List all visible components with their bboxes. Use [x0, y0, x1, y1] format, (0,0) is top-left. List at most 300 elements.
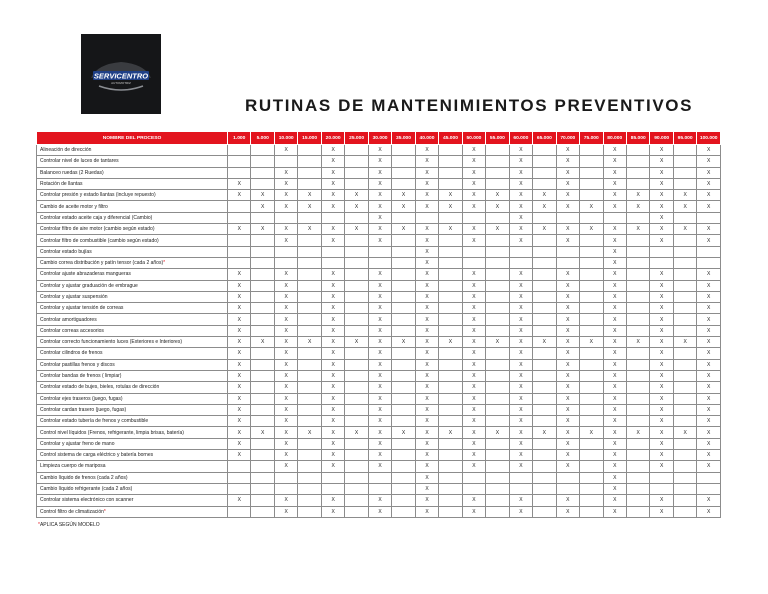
interval-mark-cell	[626, 156, 649, 167]
interval-mark-cell: X	[603, 506, 626, 517]
interval-mark-cell	[321, 257, 344, 268]
interval-mark-cell: X	[321, 291, 344, 302]
table-row	[37, 506, 721, 517]
interval-mark-cell	[345, 404, 368, 415]
interval-mark-cell	[580, 212, 603, 223]
interval-mark-cell	[251, 416, 274, 427]
interval-mark-cell: X	[298, 337, 321, 348]
interval-mark-cell: X	[673, 337, 696, 348]
interval-mark-cell: X	[697, 325, 721, 336]
interval-mark-cell: X	[603, 325, 626, 336]
interval-mark-cell	[392, 280, 415, 291]
interval-mark-cell	[251, 348, 274, 359]
interval-mark-cell	[298, 393, 321, 404]
interval-mark-cell	[321, 212, 344, 223]
interval-mark-cell: X	[415, 337, 438, 348]
interval-mark-cell: X	[462, 303, 485, 314]
interval-mark-cell	[626, 269, 649, 280]
interval-mark-cell	[439, 495, 462, 506]
interval-mark-cell: X	[274, 337, 297, 348]
interval-mark-cell: X	[603, 427, 626, 438]
interval-mark-cell: X	[368, 224, 391, 235]
interval-mark-cell: X	[509, 235, 532, 246]
interval-mark-cell	[486, 167, 509, 178]
interval-mark-cell: X	[415, 404, 438, 415]
table-row	[37, 201, 721, 212]
interval-mark-cell	[580, 393, 603, 404]
process-name: Controlar estado aceite caja y diferencial (Cambio)	[40, 214, 153, 221]
interval-mark-cell	[626, 167, 649, 178]
interval-mark-cell	[392, 325, 415, 336]
logo-text: SERVICENTRO	[93, 71, 149, 81]
interval-mark-cell: X	[626, 337, 649, 348]
interval-mark-cell: X	[556, 178, 579, 189]
interval-mark-cell	[228, 167, 251, 178]
interval-mark-cell	[486, 178, 509, 189]
interval-mark-cell: X	[509, 495, 532, 506]
interval-mark-cell	[580, 483, 603, 494]
interval-mark-cell	[251, 246, 274, 257]
interval-mark-cell: X	[298, 224, 321, 235]
interval-mark-cell: X	[650, 280, 673, 291]
interval-mark-cell	[439, 450, 462, 461]
interval-mark-cell	[345, 325, 368, 336]
interval-mark-cell: X	[533, 190, 556, 201]
interval-mark-cell: X	[415, 472, 438, 483]
interval-mark-cell: X	[321, 190, 344, 201]
interval-mark-cell: X	[415, 190, 438, 201]
interval-mark-cell	[368, 257, 391, 268]
interval-mark-cell: X	[603, 303, 626, 314]
interval-mark-cell	[556, 246, 579, 257]
interval-mark-cell: X	[603, 167, 626, 178]
interval-mark-cell: X	[509, 404, 532, 415]
interval-mark-cell: X	[650, 337, 673, 348]
interval-mark-cell: X	[509, 280, 532, 291]
interval-mark-cell	[626, 359, 649, 370]
interval-mark-cell	[228, 483, 251, 494]
process-name-cell	[37, 348, 228, 359]
interval-mark-cell: X	[697, 291, 721, 302]
interval-mark-cell: X	[509, 212, 532, 223]
interval-mark-cell: X	[462, 145, 485, 156]
interval-mark-cell	[274, 156, 297, 167]
interval-mark-cell: X	[462, 370, 485, 381]
interval-mark-cell: X	[462, 427, 485, 438]
interval-mark-cell: X	[439, 427, 462, 438]
interval-mark-cell	[486, 235, 509, 246]
interval-mark-cell	[392, 348, 415, 359]
interval-mark-cell: X	[603, 393, 626, 404]
interval-mark-cell	[697, 257, 721, 268]
interval-mark-cell	[533, 314, 556, 325]
interval-mark-cell: X	[533, 427, 556, 438]
interval-mark-cell: X	[274, 235, 297, 246]
interval-mark-cell: X	[509, 416, 532, 427]
table-row	[37, 280, 721, 291]
interval-mark-cell: X	[556, 190, 579, 201]
interval-mark-cell: X	[368, 416, 391, 427]
interval-mark-cell: X	[368, 145, 391, 156]
interval-mark-cell	[673, 495, 696, 506]
process-name-cell	[37, 212, 228, 223]
interval-mark-cell: X	[462, 325, 485, 336]
interval-mark-cell: X	[533, 337, 556, 348]
interval-mark-cell	[345, 472, 368, 483]
interval-mark-cell	[626, 416, 649, 427]
interval-mark-cell: X	[321, 506, 344, 517]
process-name: Controlar filtro de aire motor (cambio según estado)	[40, 226, 155, 233]
interval-mark-cell: X	[486, 190, 509, 201]
process-name: Controlar bandas de frenos ( limpiar)	[40, 373, 122, 380]
interval-mark-cell: X	[650, 314, 673, 325]
table-row	[37, 145, 721, 156]
interval-mark-cell	[415, 212, 438, 223]
table-row	[37, 178, 721, 189]
process-name-cell	[37, 495, 228, 506]
interval-mark-cell: X	[556, 224, 579, 235]
process-name-cell	[37, 483, 228, 494]
interval-mark-cell: X	[556, 506, 579, 517]
interval-mark-cell: X	[697, 201, 721, 212]
process-name: Controlar estado bujías	[40, 248, 92, 255]
interval-mark-cell	[673, 280, 696, 291]
header-interval: 1.000	[228, 132, 251, 145]
table-row	[37, 416, 721, 427]
interval-mark-cell	[439, 382, 462, 393]
table-row	[37, 495, 721, 506]
interval-mark-cell	[439, 257, 462, 268]
process-name-cell	[37, 404, 228, 415]
header-interval: 75.000	[580, 132, 603, 145]
interval-mark-cell: X	[486, 427, 509, 438]
interval-mark-cell: X	[298, 427, 321, 438]
interval-mark-cell	[626, 291, 649, 302]
process-name: Controlar estado de bujes, bieles, rotulas de dirección	[40, 384, 160, 391]
interval-mark-cell: X	[368, 212, 391, 223]
interval-mark-cell	[392, 291, 415, 302]
interval-mark-cell: X	[321, 450, 344, 461]
interval-mark-cell	[580, 269, 603, 280]
interval-mark-cell	[251, 167, 274, 178]
table-row	[37, 438, 721, 449]
header-interval: 25.000	[345, 132, 368, 145]
interval-mark-cell	[673, 269, 696, 280]
process-name-cell	[37, 427, 228, 438]
interval-mark-cell: X	[368, 269, 391, 280]
interval-mark-cell	[228, 201, 251, 212]
interval-mark-cell: X	[228, 303, 251, 314]
interval-mark-cell	[298, 257, 321, 268]
interval-mark-cell	[486, 314, 509, 325]
header-interval: 20.000	[321, 132, 344, 145]
interval-mark-cell	[462, 246, 485, 257]
interval-mark-cell	[298, 495, 321, 506]
interval-mark-cell	[274, 246, 297, 257]
process-name-cell	[37, 393, 228, 404]
interval-mark-cell	[533, 212, 556, 223]
interval-mark-cell: X	[556, 291, 579, 302]
interval-mark-cell	[439, 303, 462, 314]
interval-mark-cell: X	[415, 325, 438, 336]
interval-mark-cell	[298, 325, 321, 336]
interval-mark-cell	[580, 303, 603, 314]
interval-mark-cell: X	[650, 438, 673, 449]
table-row	[37, 291, 721, 302]
interval-mark-cell: X	[462, 269, 485, 280]
interval-mark-cell: X	[462, 314, 485, 325]
interval-mark-cell: X	[415, 450, 438, 461]
interval-mark-cell	[626, 178, 649, 189]
interval-mark-cell: X	[368, 359, 391, 370]
interval-mark-cell: X	[415, 483, 438, 494]
interval-mark-cell: X	[556, 450, 579, 461]
interval-mark-cell: X	[415, 303, 438, 314]
interval-mark-cell: X	[274, 224, 297, 235]
interval-mark-cell	[251, 325, 274, 336]
interval-mark-cell	[626, 370, 649, 381]
interval-mark-cell: X	[228, 178, 251, 189]
table-row	[37, 224, 721, 235]
interval-mark-cell: X	[298, 201, 321, 212]
interval-mark-cell: X	[650, 291, 673, 302]
interval-mark-cell: X	[556, 382, 579, 393]
interval-mark-cell	[580, 416, 603, 427]
interval-mark-cell	[673, 291, 696, 302]
interval-mark-cell: X	[697, 393, 721, 404]
interval-mark-cell: X	[556, 156, 579, 167]
interval-mark-cell	[439, 359, 462, 370]
process-name: Rotación de llantas	[40, 181, 83, 188]
interval-mark-cell: X	[274, 382, 297, 393]
interval-mark-cell	[345, 269, 368, 280]
interval-mark-cell	[486, 472, 509, 483]
interval-mark-cell	[486, 246, 509, 257]
interval-mark-cell	[298, 178, 321, 189]
interval-mark-cell: X	[626, 201, 649, 212]
interval-mark-cell: X	[228, 416, 251, 427]
interval-mark-cell	[580, 325, 603, 336]
interval-mark-cell: X	[603, 190, 626, 201]
interval-mark-cell	[439, 416, 462, 427]
interval-mark-cell: X	[650, 416, 673, 427]
interval-mark-cell: X	[462, 178, 485, 189]
table-row	[37, 303, 721, 314]
interval-mark-cell: X	[580, 427, 603, 438]
interval-mark-cell	[251, 438, 274, 449]
interval-mark-cell: X	[603, 224, 626, 235]
process-name: Controlar estado tubería de frenos y combustible	[40, 418, 149, 425]
interval-mark-cell: X	[462, 190, 485, 201]
interval-mark-cell: X	[556, 235, 579, 246]
interval-mark-cell: X	[392, 190, 415, 201]
interval-mark-cell	[439, 167, 462, 178]
process-name: Limpieza cuerpo de mariposa	[40, 463, 106, 470]
header-interval: 100.000	[697, 132, 721, 145]
interval-mark-cell: X	[650, 325, 673, 336]
interval-mark-cell	[673, 303, 696, 314]
interval-mark-cell	[392, 404, 415, 415]
interval-mark-cell	[486, 450, 509, 461]
interval-mark-cell	[298, 438, 321, 449]
process-name: Controlar sistema electrónico con scanner	[40, 497, 134, 504]
interval-mark-cell	[533, 348, 556, 359]
interval-mark-cell	[486, 303, 509, 314]
interval-mark-cell: X	[321, 269, 344, 280]
interval-mark-cell	[486, 370, 509, 381]
interval-mark-cell: X	[650, 303, 673, 314]
interval-mark-cell: X	[228, 370, 251, 381]
interval-mark-cell	[298, 303, 321, 314]
interval-mark-cell	[462, 472, 485, 483]
interval-mark-cell	[345, 348, 368, 359]
interval-mark-cell	[392, 167, 415, 178]
interval-mark-cell: X	[392, 427, 415, 438]
interval-mark-cell	[580, 190, 603, 201]
interval-mark-cell: X	[509, 370, 532, 381]
interval-mark-cell	[298, 450, 321, 461]
interval-mark-cell	[345, 461, 368, 472]
interval-mark-cell: X	[228, 325, 251, 336]
interval-mark-cell: X	[228, 495, 251, 506]
interval-mark-cell: X	[509, 359, 532, 370]
interval-mark-cell	[673, 235, 696, 246]
interval-mark-cell	[274, 483, 297, 494]
interval-mark-cell	[439, 404, 462, 415]
interval-mark-cell: X	[228, 190, 251, 201]
interval-mark-cell: X	[509, 314, 532, 325]
interval-mark-cell: X	[603, 495, 626, 506]
interval-mark-cell	[274, 472, 297, 483]
interval-mark-cell	[626, 404, 649, 415]
interval-mark-cell: X	[556, 167, 579, 178]
interval-mark-cell	[298, 156, 321, 167]
interval-mark-cell: X	[228, 314, 251, 325]
interval-mark-cell: X	[228, 291, 251, 302]
interval-mark-cell	[533, 257, 556, 268]
interval-mark-cell: X	[251, 201, 274, 212]
interval-mark-cell	[626, 303, 649, 314]
interval-mark-cell	[345, 438, 368, 449]
interval-mark-cell: X	[462, 450, 485, 461]
interval-mark-cell: X	[556, 145, 579, 156]
process-name-cell	[37, 269, 228, 280]
interval-mark-cell: X	[368, 404, 391, 415]
interval-mark-cell: X	[697, 235, 721, 246]
interval-mark-cell	[486, 483, 509, 494]
process-name-cell	[37, 337, 228, 348]
interval-mark-cell: X	[697, 314, 721, 325]
interval-mark-cell: X	[509, 201, 532, 212]
interval-mark-cell	[533, 325, 556, 336]
interval-mark-cell	[650, 257, 673, 268]
interval-mark-cell: X	[509, 145, 532, 156]
interval-mark-cell	[533, 404, 556, 415]
interval-mark-cell	[345, 156, 368, 167]
interval-mark-cell: X	[415, 235, 438, 246]
header-interval: 60.000	[509, 132, 532, 145]
interval-mark-cell	[345, 506, 368, 517]
model-note-star: *	[163, 260, 166, 267]
interval-mark-cell	[626, 483, 649, 494]
interval-mark-cell	[228, 156, 251, 167]
interval-mark-cell	[509, 483, 532, 494]
interval-mark-cell	[392, 314, 415, 325]
interval-mark-cell: X	[509, 461, 532, 472]
interval-mark-cell: X	[603, 483, 626, 494]
interval-mark-cell	[439, 483, 462, 494]
interval-mark-cell: X	[368, 506, 391, 517]
table-row	[37, 235, 721, 246]
interval-mark-cell: X	[650, 495, 673, 506]
interval-mark-cell	[603, 212, 626, 223]
interval-mark-cell: X	[462, 438, 485, 449]
table-row	[37, 325, 721, 336]
header-interval: 30.000	[368, 132, 391, 145]
interval-mark-cell	[533, 303, 556, 314]
header-interval: 65.000	[533, 132, 556, 145]
interval-mark-cell	[439, 280, 462, 291]
interval-mark-cell	[439, 235, 462, 246]
interval-mark-cell: X	[556, 370, 579, 381]
interval-mark-cell	[533, 450, 556, 461]
interval-mark-cell	[392, 359, 415, 370]
interval-mark-cell: X	[603, 382, 626, 393]
process-name-cell	[37, 472, 228, 483]
process-name-cell	[37, 178, 228, 189]
interval-mark-cell: X	[415, 427, 438, 438]
interval-mark-cell: X	[274, 393, 297, 404]
interval-mark-cell	[462, 212, 485, 223]
interval-mark-cell: X	[509, 291, 532, 302]
interval-mark-cell	[392, 461, 415, 472]
interval-mark-cell: X	[556, 404, 579, 415]
interval-mark-cell: X	[274, 291, 297, 302]
interval-mark-cell	[392, 269, 415, 280]
interval-mark-cell	[368, 246, 391, 257]
interval-mark-cell: X	[321, 201, 344, 212]
table-header-row	[37, 132, 721, 145]
interval-mark-cell	[251, 145, 274, 156]
interval-mark-cell: X	[415, 314, 438, 325]
interval-mark-cell: X	[486, 337, 509, 348]
interval-mark-cell	[626, 393, 649, 404]
interval-mark-cell	[368, 483, 391, 494]
interval-mark-cell	[298, 269, 321, 280]
interval-mark-cell	[392, 438, 415, 449]
interval-mark-cell: X	[603, 156, 626, 167]
interval-mark-cell	[321, 483, 344, 494]
interval-mark-cell: X	[228, 224, 251, 235]
interval-mark-cell	[486, 359, 509, 370]
interval-mark-cell: X	[368, 303, 391, 314]
interval-mark-cell: X	[697, 269, 721, 280]
interval-mark-cell	[392, 450, 415, 461]
interval-mark-cell: X	[368, 450, 391, 461]
interval-mark-cell	[626, 246, 649, 257]
interval-mark-cell	[251, 506, 274, 517]
interval-mark-cell	[251, 483, 274, 494]
interval-mark-cell	[228, 212, 251, 223]
interval-mark-cell: X	[462, 291, 485, 302]
interval-mark-cell: X	[462, 280, 485, 291]
process-name: Controlar nivel de luces de tantares	[40, 158, 119, 165]
interval-mark-cell: X	[274, 178, 297, 189]
process-name-cell	[37, 280, 228, 291]
interval-mark-cell	[697, 483, 721, 494]
interval-mark-cell	[368, 472, 391, 483]
interval-mark-cell	[251, 382, 274, 393]
